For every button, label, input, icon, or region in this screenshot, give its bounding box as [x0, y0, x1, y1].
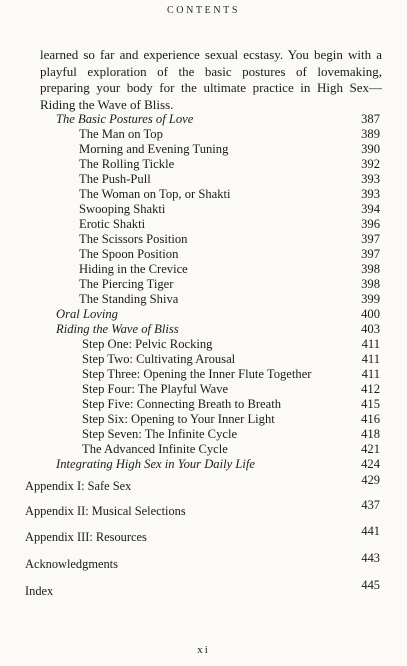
toc-entry	[79, 247, 380, 262]
toc-entry	[79, 217, 380, 232]
page-number: xi	[197, 644, 210, 656]
toc-entry-title: Swooping Shakti	[79, 202, 166, 216]
toc-entry	[56, 307, 380, 322]
toc-entry	[56, 457, 380, 472]
toc-entry-page: 411	[361, 337, 380, 351]
toc-entry	[82, 352, 380, 367]
toc-entry-page: 429	[361, 473, 380, 487]
toc-entry-title: Index	[25, 584, 54, 598]
toc-entry	[82, 442, 380, 457]
toc-entry-title: Appendix III: Resources	[25, 530, 147, 544]
toc-entry-page: 421	[361, 442, 380, 456]
toc-entry	[82, 427, 380, 442]
toc-entry-title: Appendix I: Safe Sex	[25, 479, 132, 493]
toc-entry-title: Step One: Pelvic Rocking	[82, 337, 213, 351]
toc-entry-page: 394	[361, 202, 380, 216]
toc-entry-title: Morning and Evening Tuning	[79, 142, 229, 156]
toc-entry-title: The Basic Postures of Love	[56, 112, 194, 126]
toc-entry	[79, 292, 380, 307]
toc-entry-page: 399	[361, 292, 380, 306]
toc-entry-title: The Man on Top	[79, 127, 163, 141]
toc-entry	[82, 397, 380, 412]
toc-entry-page: 387	[361, 112, 380, 126]
toc-entry-title: Step Four: The Playful Wave	[82, 382, 229, 396]
toc-entry	[82, 382, 380, 397]
toc-entry-title: Step Five: Connecting Breath to Breath	[82, 397, 282, 411]
toc-entry-page: 441	[361, 524, 380, 538]
toc-entry-page: 398	[361, 277, 380, 291]
toc-entry	[82, 367, 380, 382]
toc-entry-page: 398	[361, 262, 380, 276]
toc-entry-title: Step Seven: The Infinite Cycle	[82, 427, 238, 441]
toc-appendix-entry	[25, 473, 380, 494]
toc-entry	[79, 277, 380, 292]
toc-entry-page: 393	[361, 172, 380, 186]
intro-paragraph: learned so far and experience sexual ecstasy. You begin with a playful exploration of the basic postures of lovemaking, preparing your body for the ultimate practice in High Sex—Riding the Wave of Bliss.	[40, 47, 382, 112]
toc-appendix-entry	[25, 498, 380, 519]
toc-entry-page: 392	[361, 157, 380, 171]
toc-entry-title: Hiding in the Crevice	[79, 262, 188, 276]
toc-entry	[82, 412, 380, 427]
toc-entry-title: The Rolling Tickle	[79, 157, 175, 171]
toc-entry-page: 424	[361, 457, 380, 471]
toc-entry	[79, 187, 380, 202]
toc-entry-title: Oral Loving	[56, 307, 118, 321]
toc-entry-title: Riding the Wave of Bliss	[56, 322, 179, 336]
toc-entry-title: The Spoon Position	[79, 247, 179, 261]
toc-entry-page: 415	[361, 397, 380, 411]
toc-entry-title: Erotic Shakti	[79, 217, 146, 231]
toc-entry-title: The Standing Shiva	[79, 292, 179, 306]
toc-entry-title: Step Three: Opening the Inner Flute Together	[82, 367, 312, 381]
toc-entry-page: 389	[361, 127, 380, 141]
toc-entry-page: 396	[361, 217, 380, 231]
toc-appendix-entry	[25, 551, 380, 572]
toc-entry-page: 445	[361, 578, 380, 592]
toc-entry-title: The Woman on Top, or Shakti	[79, 187, 231, 201]
toc-entry-title: The Piercing Tiger	[79, 277, 174, 291]
toc-entry-title: The Push-Pull	[79, 172, 151, 186]
running-header: CONTENTS	[166, 5, 241, 16]
toc-entry	[79, 172, 380, 187]
toc-entry-page: 437	[361, 498, 380, 512]
toc-entry	[79, 262, 380, 277]
toc-entry-page: 400	[361, 307, 380, 321]
toc-entry-title: Step Two: Cultivating Arousal	[82, 352, 236, 366]
toc-appendix-entry	[25, 578, 380, 599]
toc-entry-page: 416	[361, 412, 380, 426]
toc-entry-title: Step Six: Opening to Your Inner Light	[82, 412, 275, 426]
toc-entry-page: 397	[361, 247, 380, 261]
toc-entry-title: Acknowledgments	[25, 557, 118, 571]
toc-entry	[79, 142, 380, 157]
toc-entry	[79, 202, 380, 217]
toc-entry	[79, 127, 380, 142]
toc-entry	[79, 232, 380, 247]
toc-entry-page: 393	[361, 187, 380, 201]
toc-entry-page: 412	[361, 382, 380, 396]
toc-entry-page: 390	[361, 142, 380, 156]
toc-entry-page: 418	[361, 427, 380, 441]
toc-entry	[79, 157, 380, 172]
toc-entry-page: 397	[361, 232, 380, 246]
toc-entry-title: Appendix II: Musical Selections	[25, 504, 186, 518]
toc-entry-title: The Scissors Position	[79, 232, 188, 246]
toc-entry	[56, 112, 380, 127]
toc-entry-page: 411	[361, 367, 380, 381]
toc-entry	[56, 322, 380, 337]
toc-appendix-entry	[25, 524, 380, 545]
toc-entry-page: 403	[361, 322, 380, 336]
toc-entry	[82, 337, 380, 352]
toc-entry-page: 411	[361, 352, 380, 366]
toc-entry-page: 443	[361, 551, 380, 565]
toc-entry-title: The Advanced Infinite Cycle	[82, 442, 228, 456]
toc-entry-title: Integrating High Sex in Your Daily Life	[56, 457, 255, 471]
